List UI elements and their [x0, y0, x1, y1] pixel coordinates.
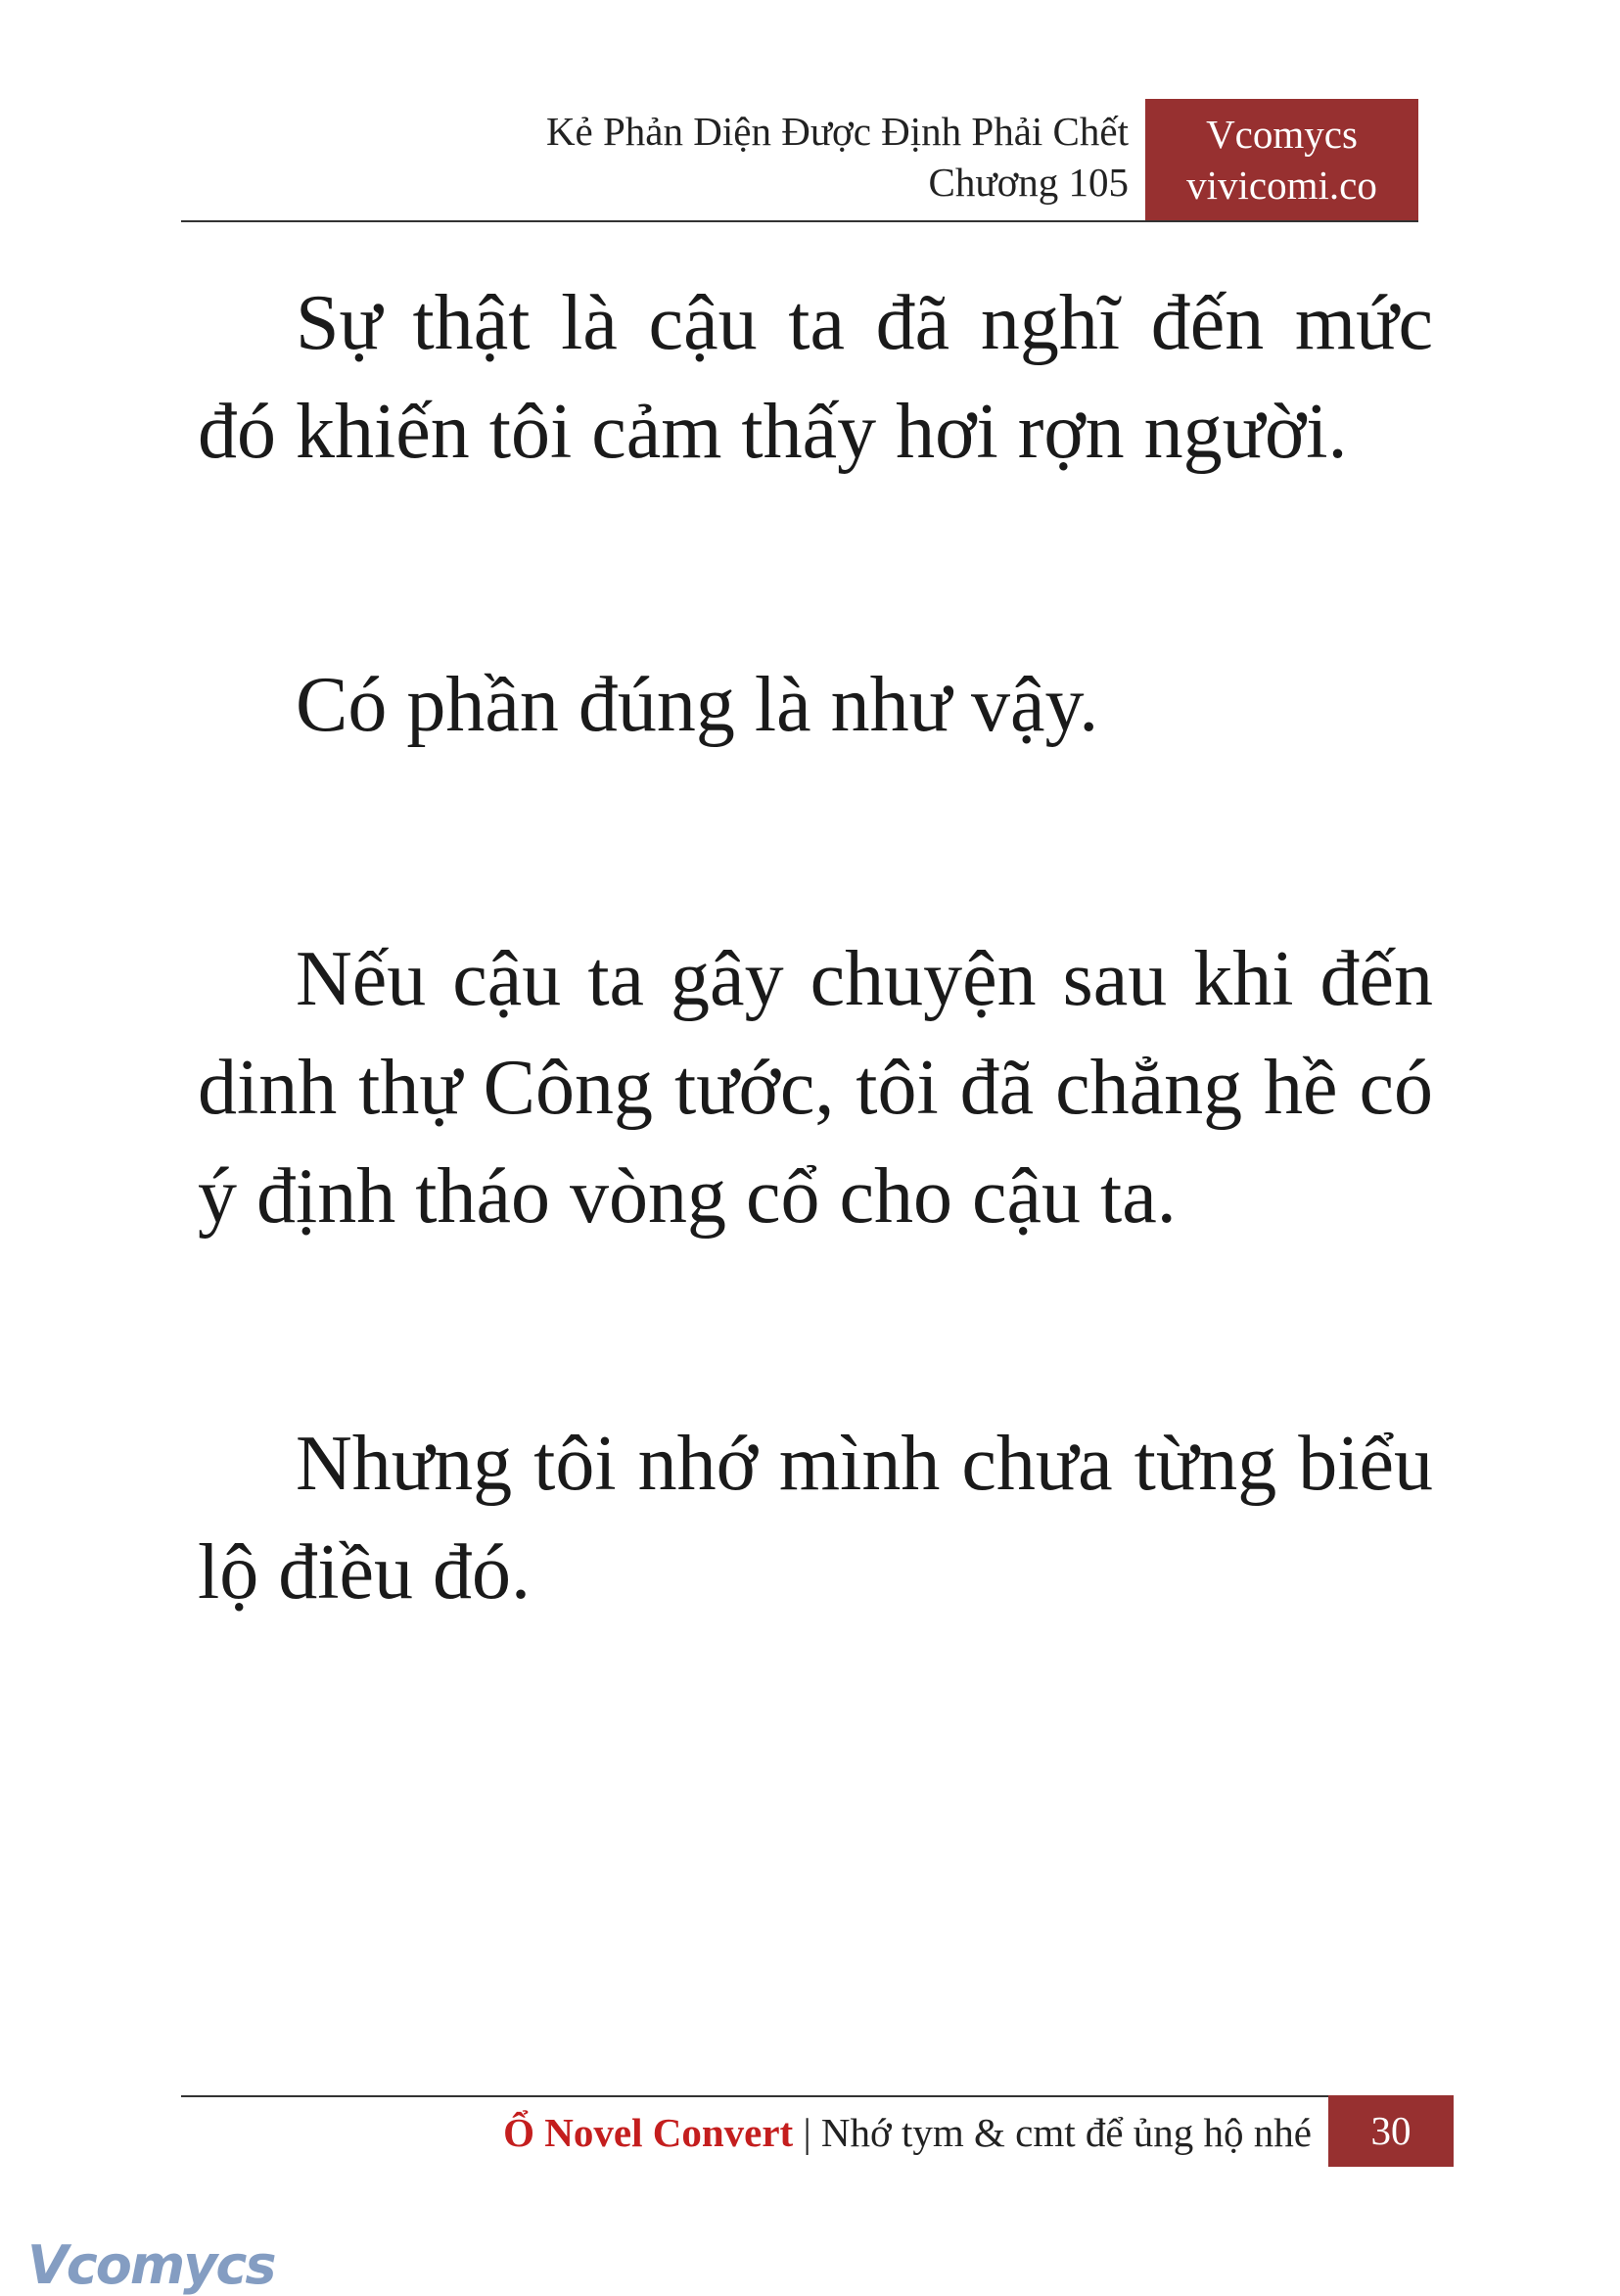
footer-separator: |	[793, 2110, 821, 2155]
paragraph-text: Sự thật là cậu ta đã nghĩ đến mức đó khiến tôi cảm thấy hơi rợn người.	[198, 280, 1433, 475]
paragraph-1	[198, 269, 1433, 487]
paragraph-text: Có phần đúng là như vậy.	[296, 662, 1099, 748]
paragraph-text: Nếu cậu ta gây chuyện sau khi đến dinh thự Công tước, tôi đã chẳng hề có ý định tháo vòng cổ cho cậu ta.	[198, 936, 1433, 1240]
book-title: Kẻ Phản Diện Được Định Phải Chết	[545, 109, 1129, 154]
chapter-label: Chương 105	[928, 160, 1129, 205]
footer-message: Nhớ tym & cmt để ủng hộ nhé	[820, 2110, 1312, 2155]
paragraph-text: Nhưng tôi nhớ mình chưa từng biểu lộ điều đó.	[198, 1421, 1433, 1616]
watermark-logo: Vcomycs	[27, 2234, 275, 2296]
paragraph-3	[198, 925, 1433, 1251]
footer-brand: Ổ Novel Convert	[503, 2110, 794, 2155]
paragraph-2	[198, 651, 1433, 760]
running-header	[546, 106, 1129, 208]
site-url: vivicomi.co	[1186, 163, 1377, 208]
running-footer	[503, 2103, 1312, 2162]
footer-divider	[181, 2095, 1454, 2097]
page-number: 30	[1328, 2095, 1454, 2167]
site-badge	[1145, 99, 1418, 220]
paragraph-4	[198, 1410, 1433, 1627]
header-divider	[181, 220, 1418, 222]
site-name: Vcomycs	[1206, 112, 1358, 157]
